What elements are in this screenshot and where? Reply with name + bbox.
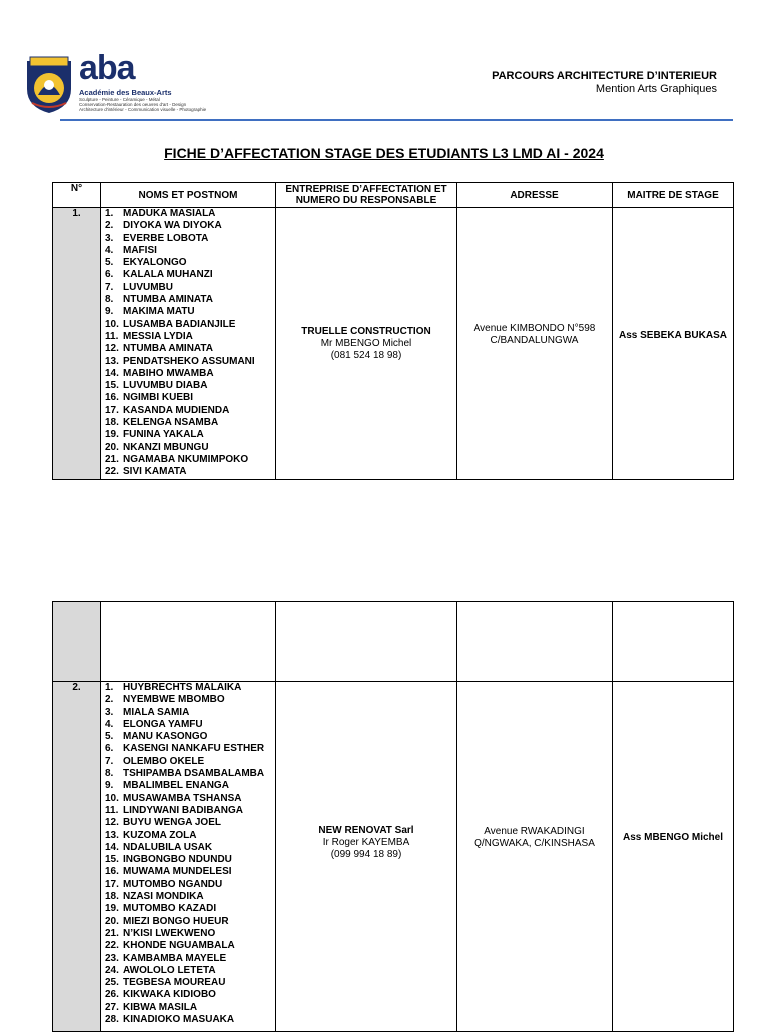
list-item <box>105 854 275 866</box>
list-item <box>105 392 275 404</box>
student-name: EVERBE LOBOTA <box>123 232 209 244</box>
list-item-number: 4. <box>105 244 114 256</box>
student-name: KIKWAKA KIDIOBO <box>123 989 216 1001</box>
list-item <box>105 1014 275 1026</box>
list-item <box>105 405 275 417</box>
col-header-supervisor: MAITRE DE STAGE <box>613 183 734 208</box>
list-item-number: 8. <box>105 768 114 780</box>
student-name: KASANDA MUDIENDA <box>123 404 230 416</box>
list-item-number: 13. <box>105 355 119 367</box>
list-item-number: 10. <box>105 792 119 804</box>
logo-line-3: Architecture d'intérieur - Communication visuelle - Photographie <box>79 107 207 112</box>
student-name: MANU KASONGO <box>123 731 208 743</box>
student-name: KHONDE NGUAMBALA <box>123 940 235 952</box>
list-item <box>105 257 275 269</box>
list-item-number: 2. <box>105 220 114 232</box>
list-item-number: 19. <box>105 903 119 915</box>
student-name: BUYU WENGA JOEL <box>123 817 221 829</box>
empty-cell <box>613 602 734 682</box>
student-name: NKANZI MBUNGU <box>123 441 209 453</box>
list-item-number: 26. <box>105 989 119 1001</box>
list-item-number: 12. <box>105 817 119 829</box>
list-item-number: 1. <box>105 208 114 219</box>
logo-wordmark: aba <box>79 49 135 87</box>
student-name: MIALA SAMIA <box>123 706 190 718</box>
list-item <box>105 780 275 792</box>
list-item <box>105 731 275 743</box>
student-list <box>105 208 275 479</box>
empty-cell <box>101 602 276 682</box>
list-item-number: 17. <box>105 404 119 416</box>
student-name: FUNINA YAKALA <box>123 429 204 441</box>
list-item <box>105 233 275 245</box>
address-line-2: Q/NGWAKA, C/KINSHASA <box>474 837 595 849</box>
list-item <box>105 928 275 940</box>
empty-number-cell <box>53 602 101 682</box>
student-name: NTUMBA AMINATA <box>123 294 213 306</box>
list-item-number: 20. <box>105 441 119 453</box>
address-cell <box>457 208 613 480</box>
student-name: MUTOMBO KAZADI <box>123 903 217 915</box>
academy-seal-icon <box>24 55 74 115</box>
list-item <box>105 282 275 294</box>
company-phone: (099 994 18 89) <box>330 848 402 860</box>
student-name: MUSAWAMBA TSHANSA <box>123 792 242 804</box>
table-header-row <box>53 183 734 208</box>
student-list <box>105 682 275 1026</box>
list-item <box>105 953 275 965</box>
list-item-number: 14. <box>105 841 119 853</box>
list-item <box>105 903 275 915</box>
header-right <box>492 70 717 96</box>
list-item <box>105 269 275 281</box>
program-title: PARCOURS ARCHITECTURE D’INTERIEUR <box>492 70 717 82</box>
assignment-table-2 <box>52 601 734 1032</box>
aba-logo <box>24 49 214 117</box>
address-cell <box>457 682 613 1032</box>
student-list-cell <box>101 208 276 480</box>
student-name: KUZOMA ZOLA <box>123 829 197 841</box>
student-name: KINADIOKO MASUAKA <box>123 1014 235 1026</box>
list-item <box>105 208 275 220</box>
col-header-company-rest: D’AFFECTATION ET NUMERO DU RESPONSABLE <box>295 184 447 206</box>
list-item-number: 8. <box>105 294 114 306</box>
col-header-names: NOMS ET POSTNOM <box>101 183 276 208</box>
student-list-cell <box>101 682 276 1032</box>
list-item-number: 9. <box>105 306 114 318</box>
student-name: KASENGI NANKAFU ESTHER <box>123 743 265 755</box>
list-item <box>105 768 275 780</box>
student-name: MUTOMBO NGANDU <box>123 878 223 890</box>
list-item-number: 3. <box>105 706 114 718</box>
list-item-number: 10. <box>105 318 119 330</box>
list-item <box>105 343 275 355</box>
list-item <box>105 417 275 429</box>
list-item-number: 14. <box>105 367 119 379</box>
student-name: MIEZI BONGO HUEUR <box>123 915 229 927</box>
company-phone: (081 524 18 98) <box>330 349 402 361</box>
list-item <box>105 707 275 719</box>
list-item <box>105 694 275 706</box>
list-item <box>105 306 275 318</box>
list-item-number: 13. <box>105 829 119 841</box>
student-name: MESSIA LYDIA <box>123 330 193 342</box>
student-name: AWOLOLO LETETA <box>123 964 216 976</box>
list-item-number: 6. <box>105 269 114 281</box>
empty-row <box>53 602 734 682</box>
list-item <box>105 719 275 731</box>
student-name: EKYALONGO <box>123 257 187 269</box>
list-item <box>105 245 275 257</box>
logo-line-1: Sculpture - Peinture - Céramique - Métal <box>79 97 160 102</box>
list-item <box>105 756 275 768</box>
list-item-number: 24. <box>105 964 119 976</box>
student-name: NGIMBI KUEBI <box>123 392 193 404</box>
company-cell <box>276 208 457 480</box>
list-item-number: 20. <box>105 915 119 927</box>
student-name: TEGBESA MOUREAU <box>123 977 226 989</box>
supervisor-cell: Ass SEBEKA BUKASA <box>613 208 734 480</box>
assignment-table-1 <box>52 182 734 480</box>
list-item-number: 19. <box>105 429 119 441</box>
list-item <box>105 220 275 232</box>
list-item-number: 22. <box>105 940 119 952</box>
list-item <box>105 866 275 878</box>
student-name: PENDATSHEKO ASSUMANI <box>123 355 255 367</box>
list-item-number: 4. <box>105 718 114 730</box>
student-name: OLEMBO OKELE <box>123 755 205 767</box>
list-item-number: 15. <box>105 380 119 392</box>
student-name: MABIHO MWAMBA <box>123 367 214 379</box>
list-item-number: 21. <box>105 453 119 465</box>
company-contact: Ir Roger KAYEMBA <box>322 836 410 848</box>
student-name: MAKIMA MATU <box>123 306 195 318</box>
program-subtitle: Mention Arts Graphiques <box>595 83 717 95</box>
list-item <box>105 965 275 977</box>
list-item <box>105 916 275 928</box>
list-item-number: 11. <box>105 330 119 342</box>
list-item-number: 16. <box>105 866 119 878</box>
student-name: MBALIMBEL ENANGA <box>123 780 229 792</box>
col-header-no: N° <box>53 183 101 208</box>
list-item <box>105 879 275 891</box>
student-name: DIYOKA WA DIYOKA <box>123 220 222 232</box>
student-name: KAMBAMBA MAYELE <box>123 952 227 964</box>
list-item <box>105 842 275 854</box>
list-item <box>105 940 275 952</box>
page-header <box>0 0 768 125</box>
student-name: NZASI MONDIKA <box>123 891 204 903</box>
col-header-company-bold: ENTREPRISE <box>285 184 350 195</box>
list-item <box>105 977 275 989</box>
list-item <box>105 817 275 829</box>
list-item <box>105 682 275 694</box>
list-item <box>105 294 275 306</box>
student-name: LUSAMBA BADIANJILE <box>123 318 236 330</box>
student-name: NDALUBILA USAK <box>123 841 213 853</box>
address-line-2: C/BANDALUNGWA <box>490 334 579 346</box>
list-item-number: 17. <box>105 878 119 890</box>
header-rule <box>60 119 733 121</box>
list-item-number: 18. <box>105 417 119 429</box>
list-item-number: 25. <box>105 977 119 989</box>
company-contact: Mr MBENGO Michel <box>320 337 412 349</box>
list-item <box>105 1002 275 1014</box>
student-name: LINDYWANI BADIBANGA <box>123 804 243 816</box>
table-row <box>53 682 734 1032</box>
document-title: FICHE D’AFFECTATION STAGE DES ETUDIANTS L3 LMD AI - 2024 <box>164 145 604 161</box>
company-name: TRUELLE CONSTRUCTION <box>301 325 431 337</box>
group-number: 2. <box>53 682 101 1032</box>
empty-cell <box>276 602 457 682</box>
list-item-number: 9. <box>105 780 114 792</box>
list-item-number: 21. <box>105 927 119 939</box>
company-cell <box>276 682 457 1032</box>
list-item <box>105 891 275 903</box>
list-item-number: 28. <box>105 1014 119 1026</box>
list-item <box>105 380 275 392</box>
student-name: NTUMBA AMINATA <box>123 343 213 355</box>
list-item-number: 5. <box>105 731 114 743</box>
supervisor-cell: Ass MBENGO Michel <box>613 682 734 1032</box>
group-number: 1. <box>53 208 101 480</box>
student-name: HUYBRECHTS MALAIKA <box>123 682 242 693</box>
list-item <box>105 989 275 1001</box>
student-name: LUVUMBU <box>123 281 173 293</box>
list-item-number: 1. <box>105 682 114 693</box>
student-name: MAFISI <box>123 244 157 256</box>
student-name: NGAMABA NKUMIMPOKO <box>123 453 249 465</box>
list-item-number: 7. <box>105 281 114 293</box>
list-item-number: 6. <box>105 743 114 755</box>
student-name: KELENGA NSAMBA <box>123 417 219 429</box>
list-item-number: 12. <box>105 343 119 355</box>
list-item-number: 18. <box>105 891 119 903</box>
list-item-number: 23. <box>105 952 119 964</box>
list-item <box>105 368 275 380</box>
list-item <box>105 743 275 755</box>
student-name: SIVI KAMATA <box>123 466 187 478</box>
student-name: KIBWA MASILA <box>123 1001 198 1013</box>
student-name: N’KISI LWEKWENO <box>123 927 216 939</box>
student-name: MADUKA MASIALA <box>123 208 216 219</box>
col-header-address: ADRESSE <box>457 183 613 208</box>
logo-line-2: Conservation-Restauration des oeuvres d'art - Design <box>79 102 187 107</box>
list-item <box>105 466 275 478</box>
student-name: INGBONGBO NDUNDU <box>123 854 232 866</box>
list-item-number: 11. <box>105 804 119 816</box>
address-line-1: Avenue RWAKADINGI <box>484 825 585 837</box>
address-line-1: Avenue KIMBONDO N°598 <box>473 322 596 334</box>
student-name: LUVUMBU DIABA <box>123 380 208 392</box>
student-name: KALALA MUHANZI <box>123 269 213 281</box>
list-item-number: 2. <box>105 694 114 706</box>
list-item-number: 5. <box>105 257 114 269</box>
list-item <box>105 830 275 842</box>
list-item <box>105 331 275 343</box>
list-item <box>105 805 275 817</box>
col-header-company <box>276 183 457 208</box>
company-name: NEW RENOVAT Sarl <box>318 824 414 836</box>
list-item-number: 7. <box>105 755 114 767</box>
list-item <box>105 793 275 805</box>
logo-academy-name: Académie des Beaux-Arts <box>79 88 172 97</box>
empty-cell <box>457 602 613 682</box>
list-item-number: 27. <box>105 1001 119 1013</box>
list-item-number: 22. <box>105 466 119 478</box>
list-item <box>105 429 275 441</box>
list-item <box>105 454 275 466</box>
student-name: TSHIPAMBA DSAMBALAMBA <box>123 768 265 780</box>
student-name: NYEMBWE MBOMBO <box>123 694 225 706</box>
list-item-number: 15. <box>105 854 119 866</box>
student-name: MUWAMA MUNDELESI <box>123 866 232 878</box>
list-item <box>105 319 275 331</box>
list-item <box>105 442 275 454</box>
list-item-number: 3. <box>105 232 114 244</box>
table-row <box>53 208 734 480</box>
student-name: ELONGA YAMFU <box>123 718 203 730</box>
list-item-number: 16. <box>105 392 119 404</box>
list-item <box>105 356 275 368</box>
